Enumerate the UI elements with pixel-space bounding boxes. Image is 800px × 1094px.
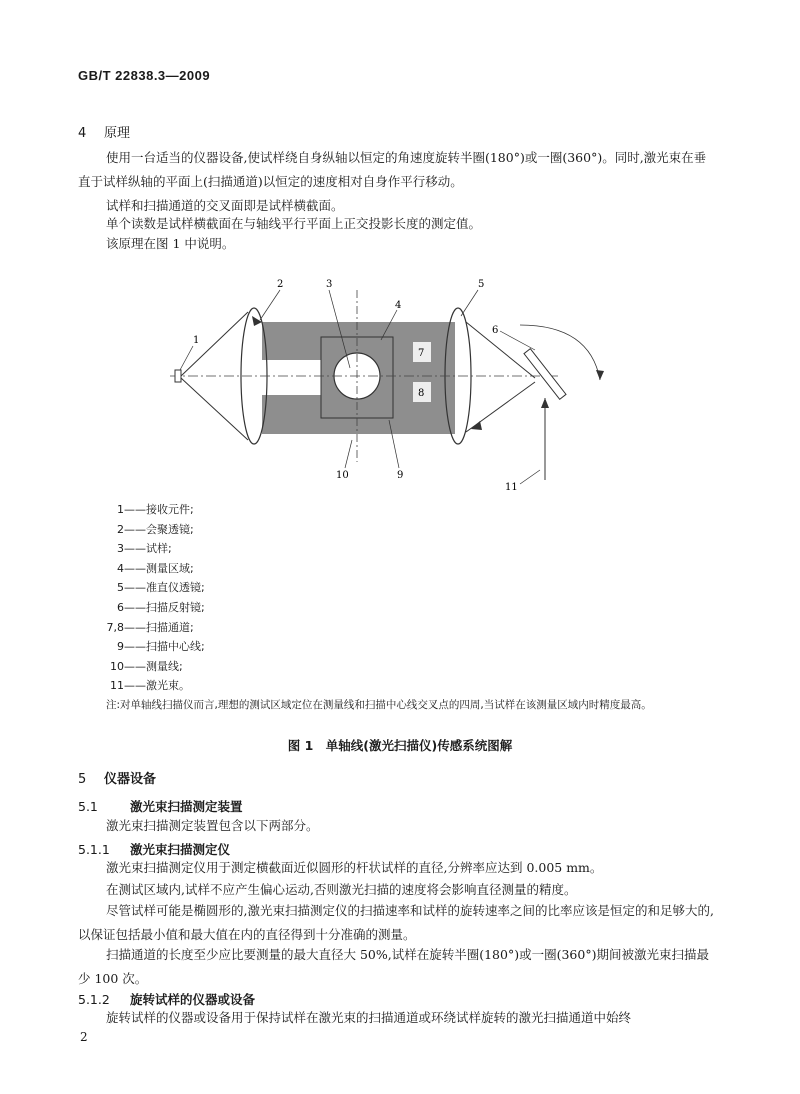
legend-item: 2——会聚透镜; bbox=[117, 522, 194, 536]
paragraph: 激光束扫描测定仪用于测定横截面近似圆形的杆状试样的直径,分辨率应达到 0.005 mm。 bbox=[106, 860, 603, 875]
callout-1: 1 bbox=[193, 335, 200, 346]
legend-item: 5——准直仪透镜; bbox=[117, 581, 205, 595]
section-title: 原理 bbox=[104, 126, 131, 141]
section-5-heading bbox=[78, 768, 156, 787]
paragraph: 在测试区域内,试样不应产生偏心运动,否则激光扫描的速度将会影响直径测量的精度。 bbox=[106, 882, 577, 897]
legend-item: 10——测量线; bbox=[110, 659, 183, 673]
paragraph: 激光束扫描测定装置包含以下两部分。 bbox=[106, 818, 319, 833]
paragraph: 使用一台适当的仪器设备,使试样绕自身纵轴以恒定的角速度旋转半圈(180°)或一圈(360°)。同时,激光束在垂直于试样纵轴的平面上(扫描通道)以恒定的速度相对自身作平行移动。 bbox=[78, 150, 707, 189]
legend-item: 6——扫描反射镜; bbox=[117, 600, 205, 614]
callout-8: 8 bbox=[418, 388, 425, 399]
paragraph: 单个读数是试样横截面在与轴线平行平面上正交投影长度的测定值。 bbox=[106, 216, 482, 231]
paragraph: 尽管试样可能是椭圆形的,激光束扫描测定仪的扫描速率和试样的旋转速率之间的比率应该是恒定的和足够大的,以保证包括最小值和最大值在内的直径得到十分准确的测量。 bbox=[78, 903, 714, 942]
receiver-element bbox=[175, 370, 181, 382]
figure-note: 注:对单轴线扫描仪而言,理想的测试区域定位在测量线和扫描中心线交叉点的四周,当试样在该测量区域内时精度最高。 bbox=[106, 699, 652, 711]
legend-item: 9——扫描中心线; bbox=[117, 640, 205, 654]
paragraph: 试样和扫描通道的交叉面即是试样横截面。 bbox=[106, 198, 344, 213]
callout-10: 10 bbox=[336, 470, 349, 481]
callout-6: 6 bbox=[492, 325, 499, 336]
subsection-5-1-1-heading: 5.1.1 激光束扫描测定仪 bbox=[78, 842, 231, 857]
section-number: 5 bbox=[78, 772, 87, 787]
figure-1-diagram bbox=[0, 0, 800, 500]
paragraph: 扫描通道的长度至少应比要测量的最大直径大 50%,试样在旋转半圈(180°)或一圈(360°)期间被激光束扫描最少 100 次。 bbox=[78, 947, 709, 986]
legend-item: 3——试样; bbox=[117, 542, 172, 556]
callout-4: 4 bbox=[395, 300, 402, 311]
section-number: 4 bbox=[78, 126, 87, 141]
figure-legend bbox=[78, 500, 718, 696]
page-number: 2 bbox=[80, 1030, 88, 1044]
callout-2: 2 bbox=[277, 279, 284, 290]
standard-code: GB/T 22838.3—2009 bbox=[78, 68, 211, 83]
legend-item: 1——接收元件; bbox=[117, 503, 194, 516]
scan-channel-top-gap bbox=[262, 360, 321, 395]
callout-5: 5 bbox=[478, 279, 485, 290]
callout-3: 3 bbox=[326, 279, 333, 290]
callout-7: 7 bbox=[418, 348, 425, 359]
legend-item: 7,8——扫描通道; bbox=[106, 620, 194, 634]
section-title: 仪器设备 bbox=[104, 772, 157, 787]
legend-item: 4——测量区域; bbox=[117, 561, 194, 575]
callout-9: 9 bbox=[397, 470, 404, 481]
paragraph: 该原理在图 1 中说明。 bbox=[106, 236, 235, 251]
paragraph: 旋转试样的仪器或设备用于保持试样在激光束的扫描通道或环绕试样旋转的激光扫描通道中始终 bbox=[106, 1010, 632, 1025]
callout-11: 11 bbox=[505, 482, 518, 493]
subsection-5-1-2-heading: 5.1.2 旋转试样的仪器或设备 bbox=[78, 992, 256, 1007]
figure-caption: 图 1 单轴线(激光扫描仪)传感系统图解 bbox=[287, 738, 513, 753]
legend-item: 11——激光束。 bbox=[110, 679, 190, 693]
subsection-5-1-heading: 5.1 激光束扫描测定装置 bbox=[78, 799, 243, 814]
